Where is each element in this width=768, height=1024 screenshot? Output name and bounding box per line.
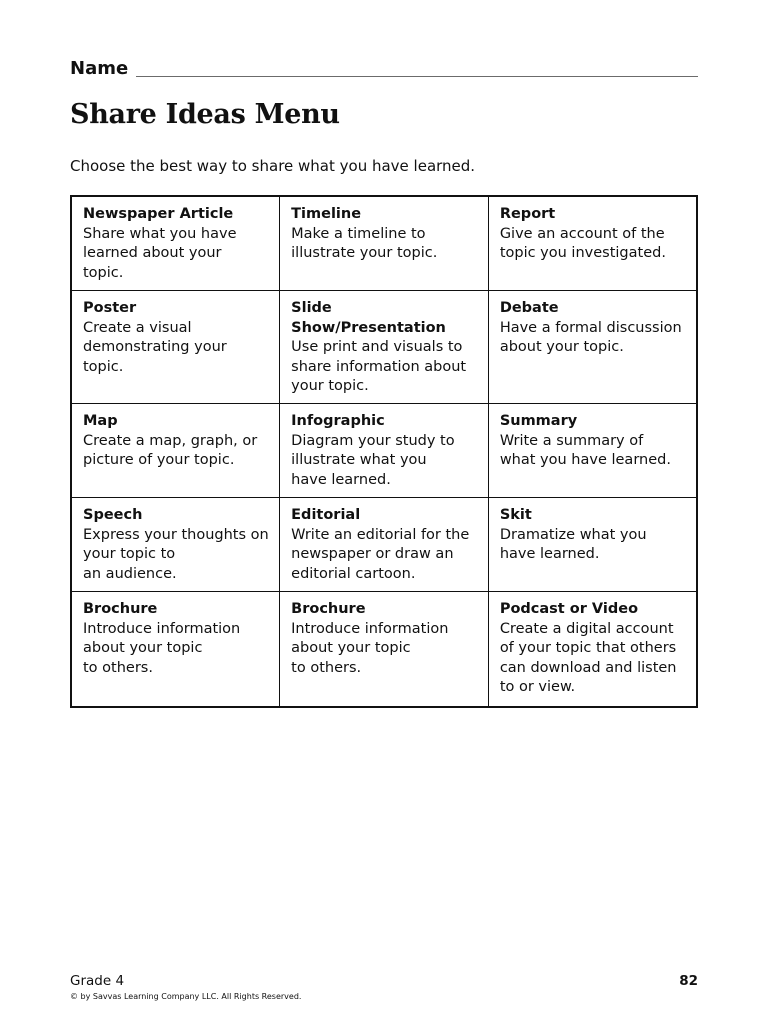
menu-cell-title: Debate (499, 300, 559, 316)
menu-cell-description: Create a map, graph, or picture of your topic. (83, 432, 258, 469)
menu-cell-description: Introduce information about your topic to others. (291, 620, 449, 676)
menu-cell (71, 591, 280, 707)
menu-row (71, 591, 697, 707)
menu-cell (71, 403, 280, 497)
menu-cell (488, 403, 697, 497)
instructions-text: Choose the best way to share what you have learned. (70, 157, 476, 175)
menu-cell (280, 497, 489, 591)
menu-cell (488, 497, 697, 591)
menu-cell-description: Have a formal discussion about your topic. (499, 319, 682, 356)
menu-cell (280, 591, 489, 707)
menu-cell-title: Infographic (291, 412, 385, 429)
menu-cell-description: Use print and visuals to share information about your topic. (291, 339, 467, 395)
menu-cell-description: Write a summary of what you have learned. (499, 432, 671, 469)
menu-cell-title: Skit (499, 506, 532, 523)
menu-cell-title: Newspaper Article (83, 206, 234, 222)
menu-cell-title: Poster (83, 300, 137, 316)
menu-cell-description: Give an account of the topic you investigated. (499, 225, 666, 262)
menu-cell-title: Speech (83, 506, 143, 523)
menu-cell-description: Make a timeline to illustrate your topic. (291, 225, 438, 262)
menu-cell-description: Create a digital account of your topic that others can download and listen to or view. (499, 620, 677, 696)
menu-cell (488, 291, 697, 404)
menu-cell-description: Introduce information about your topic to others. (83, 620, 241, 676)
menu-cell-title: Slide Show/Presentation (291, 300, 446, 336)
name-write-line[interactable] (136, 75, 698, 77)
menu-cell (71, 291, 280, 404)
menu-row (71, 291, 697, 404)
share-ideas-menu-table (70, 195, 698, 708)
menu-cell-description: Share what you have learned about your topic. (83, 225, 237, 281)
menu-cell-title: Summary (499, 412, 578, 429)
grade-label: Grade 4 (70, 973, 125, 989)
menu-cell-title: Brochure (83, 600, 158, 617)
menu-cell-title: Timeline (291, 206, 362, 222)
menu-cell (71, 196, 280, 291)
menu-cell-title: Map (83, 412, 118, 429)
name-field-row (70, 58, 698, 80)
menu-cell-description: Create a visual demonstrating your topic. (83, 319, 227, 375)
menu-cell (280, 196, 489, 291)
menu-row (71, 403, 697, 497)
menu-cell-title: Report (499, 206, 556, 222)
menu-cell-title: Brochure (291, 600, 366, 617)
menu-cell-title: Editorial (291, 506, 361, 523)
menu-row (71, 196, 697, 291)
menu-row (71, 497, 697, 591)
menu-cell-title: Podcast or Video (499, 600, 639, 617)
menu-cell-description: Write an editorial for the newspaper or draw an editorial cartoon. (291, 526, 470, 582)
menu-cell-description: Diagram your study to illustrate what you have learned. (291, 432, 455, 488)
menu-cell (280, 291, 489, 404)
menu-cell-description: Dramatize what you have learned. (499, 526, 647, 563)
menu-cell (71, 497, 280, 591)
copyright-notice: © by Savvas Learning Company LLC. All Rights Reserved. (70, 992, 302, 1001)
menu-cell (280, 403, 489, 497)
name-label: Name (70, 58, 129, 79)
menu-cell (488, 591, 697, 707)
page-title: Share Ideas Menu (70, 99, 340, 130)
menu-cell-description: Express your thoughts on your topic to an audience. (83, 526, 269, 582)
page-number: 82 (679, 973, 698, 989)
menu-cell (488, 196, 697, 291)
